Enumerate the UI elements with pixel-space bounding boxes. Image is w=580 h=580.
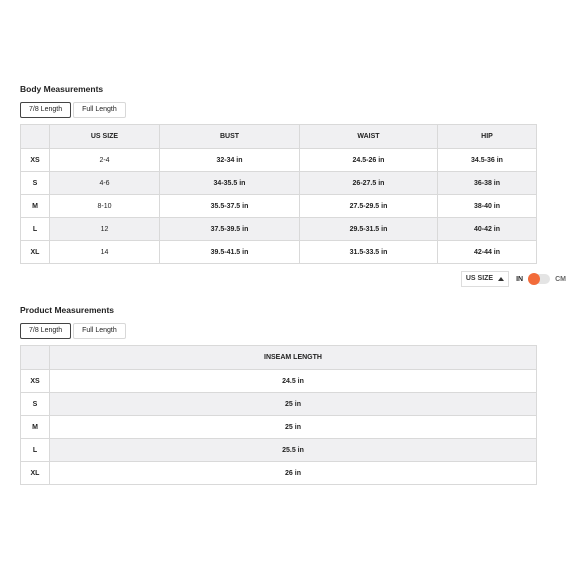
caret-up-icon <box>498 277 504 281</box>
header-hip: HIP <box>438 125 537 149</box>
table-cell: 26 in <box>50 462 537 485</box>
table-header-row <box>21 346 537 370</box>
table-row <box>21 195 537 218</box>
table-row <box>21 241 537 264</box>
table-row <box>21 393 537 416</box>
table-cell: 14 <box>50 241 160 264</box>
table-cell: 2-4 <box>50 149 160 172</box>
table-cell: 26-27.5 in <box>300 172 438 195</box>
table-header-row <box>21 125 537 149</box>
unit-cm-label: CM <box>555 275 566 283</box>
product-length-tabs <box>20 323 536 339</box>
size-label: S <box>21 172 50 195</box>
table-cell: 25 in <box>50 393 537 416</box>
us-size-label: US SIZE <box>465 275 494 282</box>
body-measurements-title: Body Measurements <box>20 84 104 94</box>
table-cell: 29.5-31.5 in <box>300 218 438 241</box>
body-measurements-table <box>20 124 537 264</box>
table-cell: 42-44 in <box>438 241 537 264</box>
table-cell: 32-34 in <box>160 149 300 172</box>
size-label: M <box>21 416 50 439</box>
us-size-dropdown[interactable] <box>461 271 509 287</box>
table-cell: 38-40 in <box>438 195 537 218</box>
toggle-knob <box>528 273 540 285</box>
table-cell: 24.5-26 in <box>300 149 438 172</box>
unit-toggle-bar <box>461 271 566 287</box>
table-row <box>21 172 537 195</box>
header-cell <box>21 125 50 149</box>
unit-toggle-switch[interactable] <box>528 274 550 284</box>
product-measurements-title: Product Measurements <box>20 305 114 315</box>
header-cell <box>21 346 50 370</box>
size-label: L <box>21 218 50 241</box>
header-us-size: US SIZE <box>50 125 160 149</box>
size-label: XS <box>21 149 50 172</box>
product-measurements-section <box>20 304 536 485</box>
table-cell: 8-10 <box>50 195 160 218</box>
table-row <box>21 370 537 393</box>
size-label: XL <box>21 462 50 485</box>
unit-in-label: IN <box>516 275 524 283</box>
product-measurements-table <box>20 345 537 485</box>
table-row <box>21 149 537 172</box>
table-cell: 35.5-37.5 in <box>160 195 300 218</box>
table-cell: 40-42 in <box>438 218 537 241</box>
body-length-tabs <box>20 102 536 118</box>
size-label: L <box>21 439 50 462</box>
body-measurements-section <box>20 83 536 264</box>
table-row <box>21 218 537 241</box>
header-bust: BUST <box>160 125 300 149</box>
table-cell: 25 in <box>50 416 537 439</box>
table-cell: 37.5-39.5 in <box>160 218 300 241</box>
table-row <box>21 416 537 439</box>
tab-full-length[interactable]: Full Length <box>73 323 126 339</box>
table-cell: 27.5-29.5 in <box>300 195 438 218</box>
header-waist: WAIST <box>300 125 438 149</box>
tab-7-8-length[interactable]: 7/8 Length <box>20 323 71 339</box>
table-cell: 31.5-33.5 in <box>300 241 438 264</box>
table-cell: 39.5-41.5 in <box>160 241 300 264</box>
size-label: XS <box>21 370 50 393</box>
table-cell: 34.5-36 in <box>438 149 537 172</box>
table-row <box>21 462 537 485</box>
table-row <box>21 439 537 462</box>
size-label: S <box>21 393 50 416</box>
tab-full-length[interactable]: Full Length <box>73 102 126 118</box>
size-label: XL <box>21 241 50 264</box>
table-cell: 24.5 in <box>50 370 537 393</box>
header-inseam-length: INSEAM LENGTH <box>50 346 537 370</box>
table-cell: 12 <box>50 218 160 241</box>
table-cell: 4-6 <box>50 172 160 195</box>
tab-7-8-length[interactable]: 7/8 Length <box>20 102 71 118</box>
size-label: M <box>21 195 50 218</box>
table-cell: 34-35.5 in <box>160 172 300 195</box>
table-cell: 25.5 in <box>50 439 537 462</box>
table-cell: 36-38 in <box>438 172 537 195</box>
